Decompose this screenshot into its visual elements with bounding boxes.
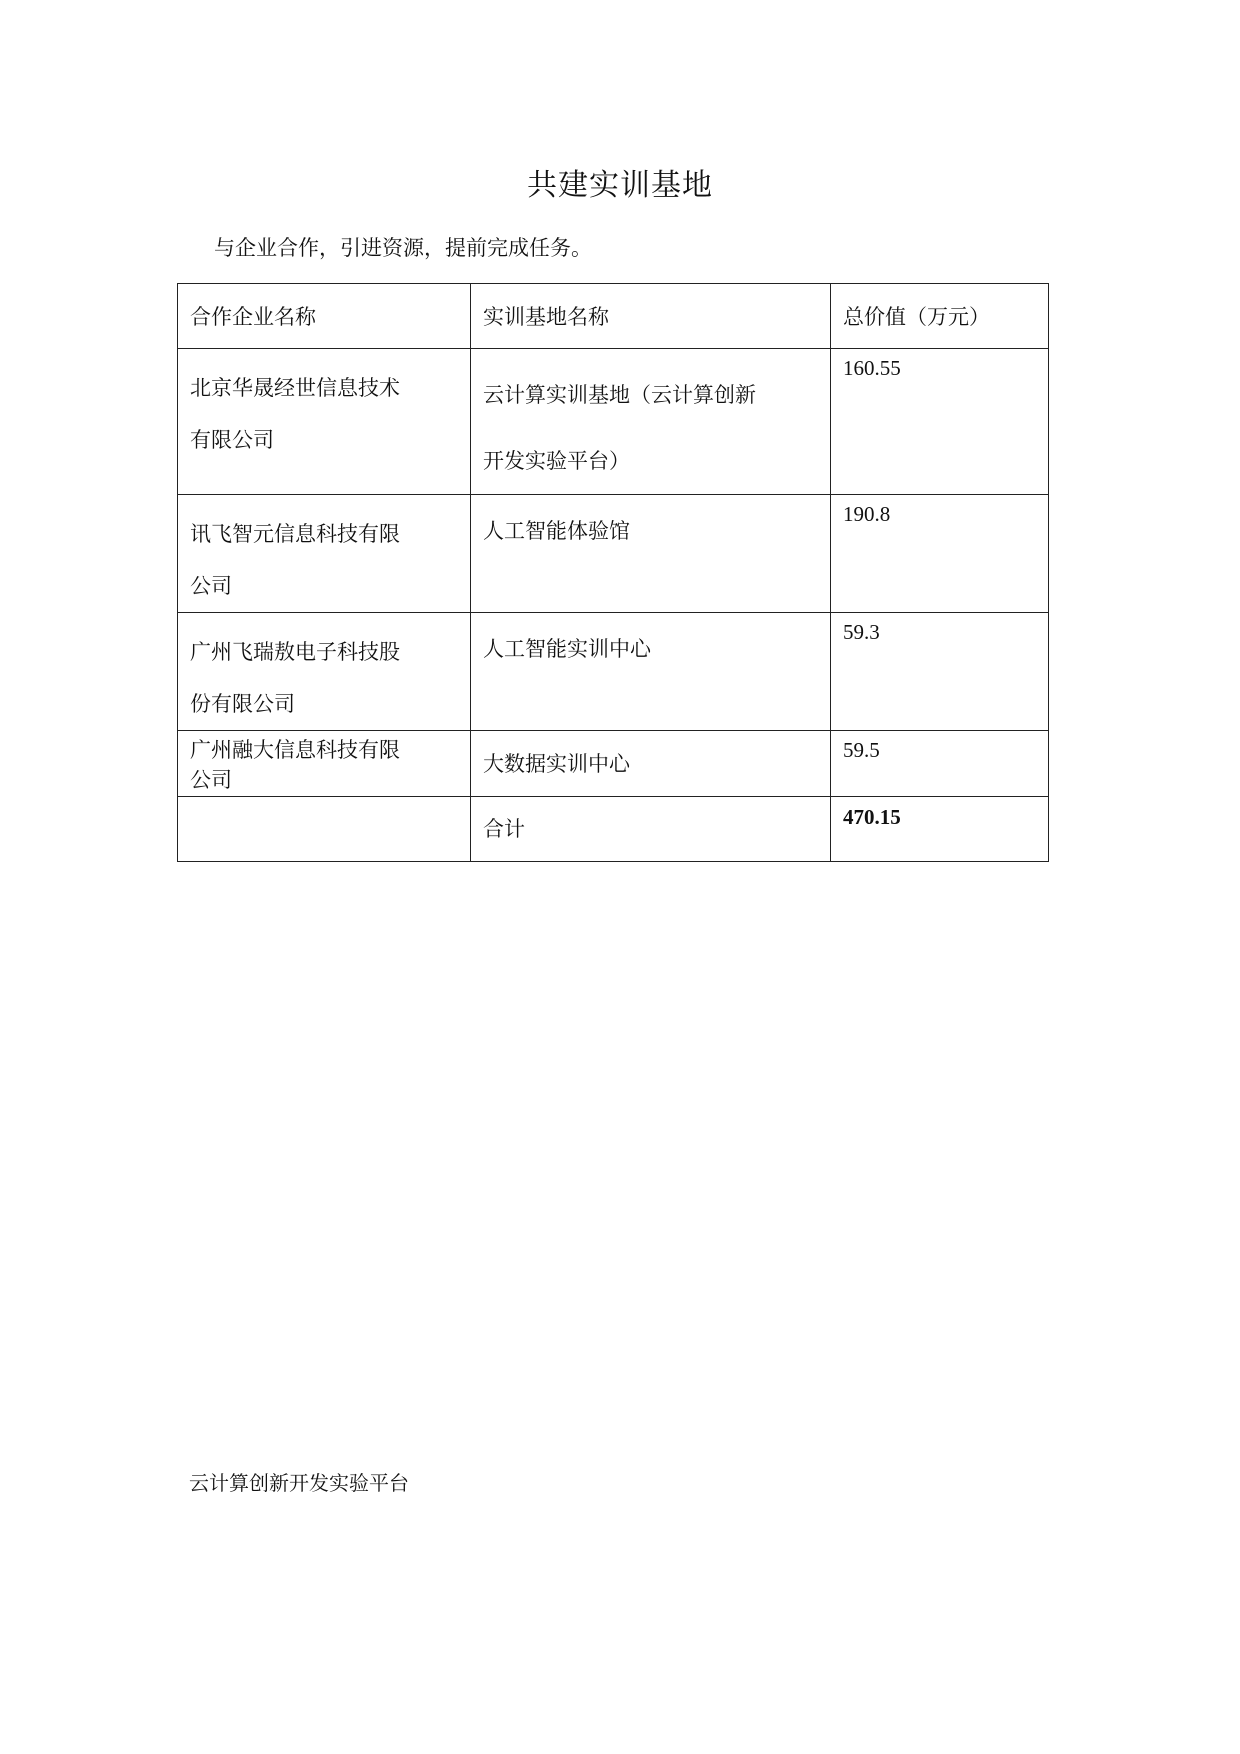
company-cell <box>178 613 471 731</box>
base-line: 云计算实训基地（云计算创新 <box>483 383 756 407</box>
base-name-cell: 大数据实训中心 <box>471 731 831 797</box>
company-cell <box>178 349 471 495</box>
company-cell <box>178 731 471 797</box>
footer-note: 云计算创新开发实验平台 <box>189 1471 409 1495</box>
base-name-cell <box>471 349 831 495</box>
header-base-name: 实训基地名称 <box>471 284 831 349</box>
company-line: 讯飞智元信息科技有限 <box>190 522 400 546</box>
total-label: 合计 <box>471 797 831 862</box>
base-line: 开发实验平台） <box>483 449 630 473</box>
value-cell: 160.55 <box>831 349 1049 495</box>
table-row <box>178 349 1049 495</box>
company-cell <box>178 495 471 613</box>
company-line: 份有限公司 <box>190 692 295 716</box>
total-value: 470.15 <box>831 797 1049 862</box>
table-row <box>178 613 1049 731</box>
header-company: 合作企业名称 <box>178 284 471 349</box>
base-name-cell: 人工智能体验馆 <box>471 495 831 613</box>
header-total-value: 总价值（万元） <box>831 284 1049 349</box>
total-empty-cell <box>178 797 471 862</box>
company-line: 广州飞瑞敖电子科技股 <box>190 640 400 664</box>
company-line: 有限公司 <box>190 428 274 452</box>
page-title: 共建实训基地 <box>527 168 713 203</box>
table-row <box>178 731 1049 797</box>
value-cell: 190.8 <box>831 495 1049 613</box>
company-line: 公司 <box>190 574 232 598</box>
company-line: 北京华晟经世信息技术 <box>190 376 400 400</box>
total-row <box>178 797 1049 862</box>
table-header-row <box>178 284 1049 349</box>
intro-paragraph: 与企业合作，引进资源，提前完成任务。 <box>214 236 592 260</box>
value-cell: 59.5 <box>831 731 1049 797</box>
value-cell: 59.3 <box>831 613 1049 731</box>
company-line: 公司 <box>190 768 232 792</box>
base-name-cell: 人工智能实训中心 <box>471 613 831 731</box>
table-row <box>178 495 1049 613</box>
training-base-table <box>177 283 1049 862</box>
company-line: 广州融大信息科技有限 <box>190 738 400 762</box>
